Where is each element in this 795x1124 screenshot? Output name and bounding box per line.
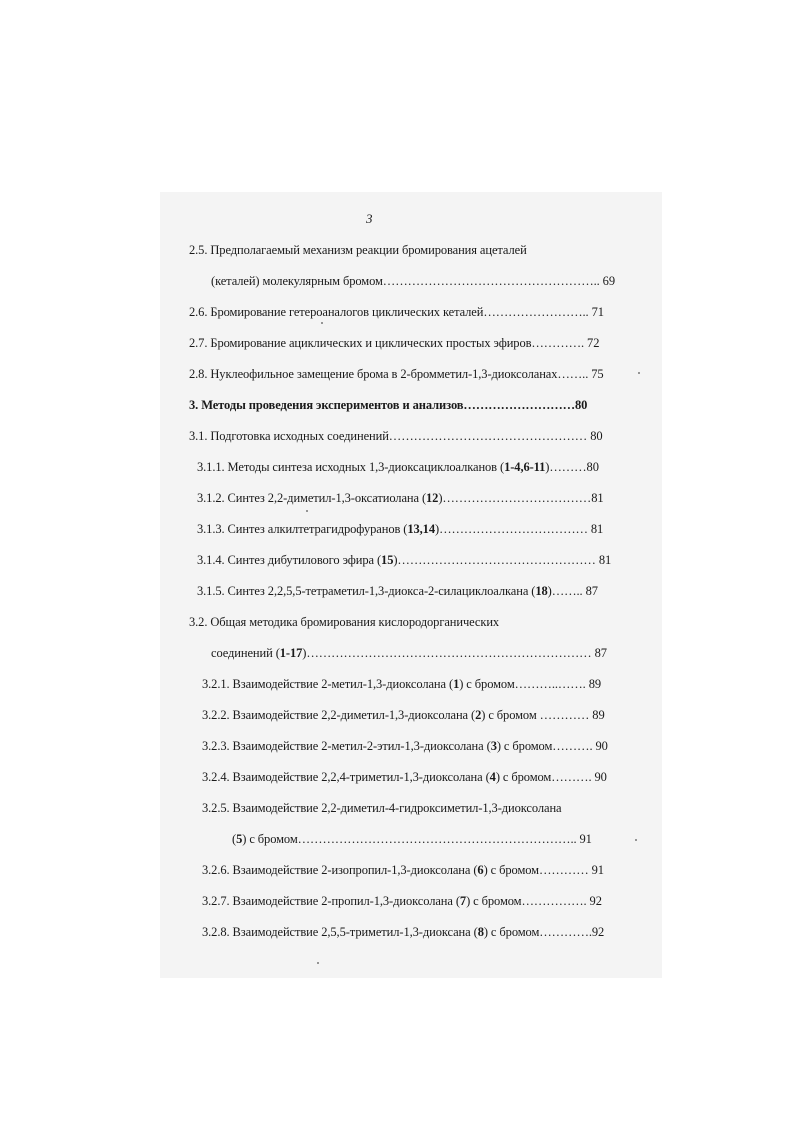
toc-entry-3-1-1: 3.1.1. Методы синтеза исходных 1,3-диоксациклоалканов (1-4,6-11)………80 <box>197 460 599 474</box>
toc-entry-3-2-6: 3.2.6. Взаимодействие 2-изопропил-1,3-диоксолана (6) с бромом………… 91 <box>202 863 604 877</box>
scan-speck <box>317 962 319 964</box>
toc-entry-3-2-2: 3.2.2. Взаимодействие 2,2-диметил-1,3-диоксолана (2) с бромом ………… 89 <box>202 708 605 722</box>
toc-entry-3-1-5: 3.1.5. Синтез 2,2,5,5-тетраметил-1,3-диокса-2-силациклоалкана (18)…….. 87 <box>197 584 598 598</box>
toc-entry-3-2-4: 3.2.4. Взаимодействие 2,2,4-триметил-1,3-диоксолана (4) с бромом………. 90 <box>202 770 607 784</box>
page-number: 3 <box>366 211 373 226</box>
toc-entry-3-2: 3.2. Общая методика бромирования кислородорганических <box>189 615 500 629</box>
toc-entry-2-5: 2.5. Предполагаемый механизм реакции бромирования ацеталей <box>189 243 527 257</box>
toc-entry-2-8: 2.8. Нуклеофильное замещение брома в 2-бромметил-1,3-диоксоланах…….. 75 <box>189 367 604 381</box>
toc-entry-3-1-2: 3.1.2. Синтез 2,2-диметил-1,3-оксатиолана (12)………………………………81 <box>197 491 604 505</box>
toc-entry-3-2-1: 3.2.1. Взаимодействие 2-метил-1,3-диоксолана (1) с бромом………..……. 89 <box>202 677 602 691</box>
scan-speck <box>638 372 640 374</box>
toc-entry-3-2-cont: соединений (1-17)…………………………………………………………… 87 <box>211 646 607 660</box>
toc-entry-3-2-8: 3.2.8. Взаимодействие 2,5,5-триметил-1,3-диоксана (8) с бромом………….92 <box>202 925 605 939</box>
scan-speck <box>306 510 308 512</box>
scan-speck <box>635 839 637 841</box>
toc-entry-3-2-5-cont: (5) с бромом………………………………………………………….. 91 <box>232 832 592 846</box>
scan-speck <box>321 322 323 324</box>
toc-entry-3-1-4: 3.1.4. Синтез дибутилового эфира (15)………………………………………… 81 <box>197 553 612 567</box>
toc-entry-3-1-3: 3.1.3. Синтез алкилтетрагидрофуранов (13,14)……………………………… 81 <box>197 522 604 536</box>
toc-entry-2-6: 2.6. Бромирование гетероаналогов циклических кеталей…………………….. 71 <box>189 305 604 319</box>
toc-entry-2-5-cont: (кеталей) молекулярным бромом…………………………………………….. 69 <box>211 274 615 288</box>
toc-entry-3-heading: 3. Методы проведения экспериментов и анализов………………………80 <box>189 398 588 412</box>
toc-entry-3-2-7: 3.2.7. Взаимодействие 2-пропил-1,3-диоксолана (7) с бромом……………. 92 <box>202 894 602 908</box>
toc-entry-3-2-3: 3.2.3. Взаимодействие 2-метил-2-этил-1,3-диоксолана (3) с бромом………. 90 <box>202 739 608 753</box>
toc-entry-3-1: 3.1. Подготовка исходных соединений………………………………………… 80 <box>189 429 603 443</box>
toc-entry-3-2-5: 3.2.5. Взаимодействие 2,2-диметил-4-гидроксиметил-1,3-диоксолана <box>202 801 562 815</box>
toc-entry-2-7: 2.7. Бромирование ациклических и циклических простых эфиров…………. 72 <box>189 336 600 350</box>
